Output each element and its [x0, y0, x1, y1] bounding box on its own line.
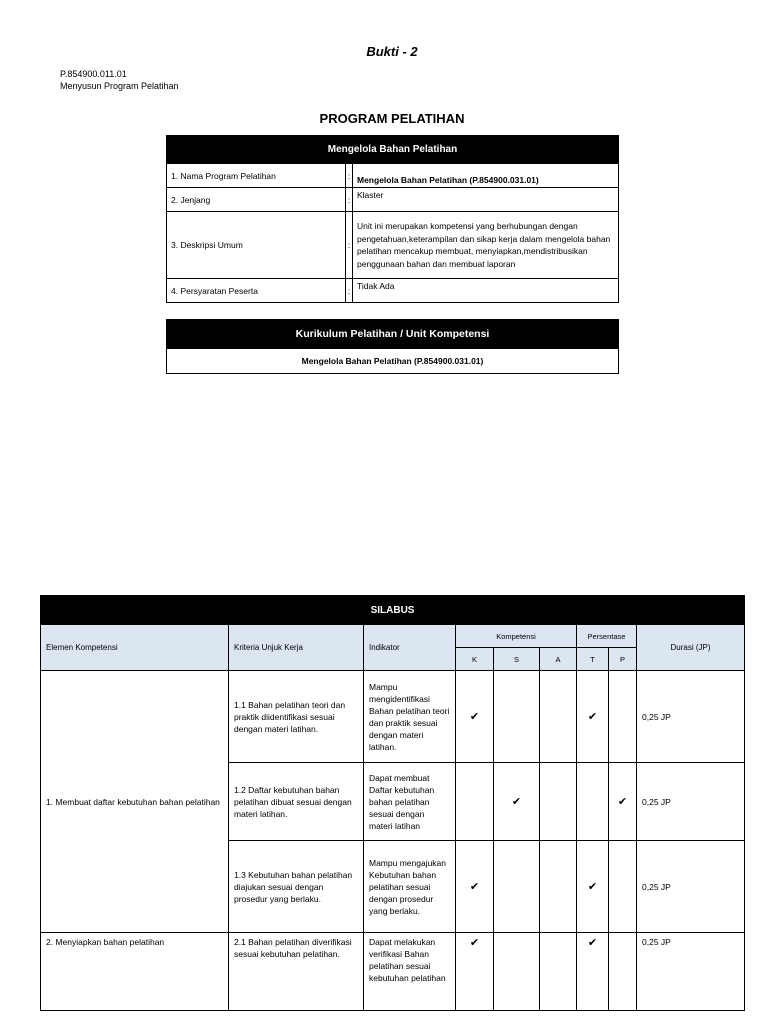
mark-k-1-3: ✔	[456, 841, 494, 933]
info-colon: :	[346, 164, 353, 188]
indikator-1-3: Mampu mengajukan Kebutuhan bahan pelatihan sesuai dengan prosedur yang berlaku.	[364, 841, 456, 933]
silabus-table	[40, 595, 745, 1011]
elemen-2: 2. Menyiapkan bahan pelatihan	[41, 933, 229, 1011]
mark-a-1-3	[540, 841, 577, 933]
mark-p-1-3	[609, 841, 637, 933]
col-p: P	[609, 648, 637, 671]
col-s: S	[494, 648, 540, 671]
mark-t-2-1: ✔	[577, 933, 609, 1011]
col-t: T	[577, 648, 609, 671]
col-elemen: Elemen Kompetensi	[41, 625, 229, 671]
kuk-1-2: 1.2 Daftar kebutuhan bahan pelatihan dibuat sesuai dengan materi latihan.	[229, 763, 364, 841]
info-value-nama: Mengelola Bahan Pelatihan (P.854900.031.01)	[353, 164, 619, 188]
unit-subtitle: Menyusun Program Pelatihan	[60, 81, 179, 91]
info-value-persyaratan: Tidak Ada	[353, 279, 619, 303]
mark-t-1-3: ✔	[577, 841, 609, 933]
col-durasi: Durasi (JP)	[637, 625, 745, 671]
info-label-jenjang: 2. Jenjang	[167, 188, 346, 212]
unit-code: P.854900.011.01	[60, 69, 127, 79]
kurikulum-value: Mengelola Bahan Pelatihan (P.854900.031.01)	[167, 349, 619, 374]
table-row	[41, 933, 745, 1011]
mark-t-1-2	[577, 763, 609, 841]
kurikulum-header: Kurikulum Pelatihan / Unit Kompetensi	[167, 320, 619, 349]
info-colon: :	[346, 188, 353, 212]
mark-p-1-1	[609, 671, 637, 763]
mark-t-1-1: ✔	[577, 671, 609, 763]
indikator-1-1: Mampu mengidentifikasi Bahan pelatihan teori dan praktik sesuai dengan materi latihan.	[364, 671, 456, 763]
bukti-label: Bukti - 2	[366, 44, 418, 59]
program-info-table	[166, 135, 619, 303]
info-label-nama: 1. Nama Program Pelatihan	[167, 164, 346, 188]
indikator-2-1: Dapat melakukan verifikasi Bahan pelatihan sesuai kebutuhan pelatihan	[364, 933, 456, 1011]
mark-s-2-1	[494, 933, 540, 1011]
kuk-1-3: 1.3 Kebutuhan bahan pelatihan diajukan sesuai dengan prosedur yang berlaku.	[229, 841, 364, 933]
info-label-persyaratan: 4. Persyaratan Peserta	[167, 279, 346, 303]
mark-s-1-1	[494, 671, 540, 763]
durasi-1-1: 0,25 JP	[637, 671, 745, 763]
indikator-1-2: Dapat membuat Daftar kebutuhan bahan pelatihan sesuai dengan materi latihan	[364, 763, 456, 841]
mark-a-1-1	[540, 671, 577, 763]
col-a: A	[540, 648, 577, 671]
info-label-deskripsi: 3. Deskripsi Umum	[167, 212, 346, 279]
mark-p-2-1	[609, 933, 637, 1011]
col-indikator: Indikator	[364, 625, 456, 671]
kurikulum-table	[166, 319, 619, 374]
program-info-header: Mengelola Bahan Pelatihan	[167, 136, 619, 164]
kuk-1-1: 1.1 Bahan pelatihan teori dan praktik diidentifikasi sesuai dengan materi latihan.	[229, 671, 364, 763]
info-colon: :	[346, 279, 353, 303]
info-value-deskripsi: Unit ini merupakan kompetensi yang berhubungan dengan pengetahuan,keterampilan dan sikap kerja dalam mengelola bahan pelatihan mencakup membuat, menyiapkan,mendistribusikan penggunaan bahan dan membuat laporan	[353, 212, 619, 279]
kuk-2-1: 2.1 Bahan pelatihan diverifikasi sesuai kebutuhan pelatihan.	[229, 933, 364, 1011]
col-k: K	[456, 648, 494, 671]
mark-k-2-1: ✔	[456, 933, 494, 1011]
mark-k-1-2	[456, 763, 494, 841]
mark-k-1-1: ✔	[456, 671, 494, 763]
col-kompetensi: Kompetensi	[456, 625, 577, 648]
durasi-1-3: 0,25 JP	[637, 841, 745, 933]
durasi-1-2: 0,25 JP	[637, 763, 745, 841]
durasi-2-1: 0,25 JP	[637, 933, 745, 1011]
table-row	[41, 671, 745, 763]
col-persentase: Persentase	[577, 625, 637, 648]
page-title: PROGRAM PELATIHAN	[319, 111, 465, 126]
mark-p-1-2: ✔	[609, 763, 637, 841]
silabus-title: SILABUS	[41, 596, 745, 625]
col-kriteria: Kriteria Unjuk Kerja	[229, 625, 364, 671]
mark-s-1-3	[494, 841, 540, 933]
info-colon: :	[346, 212, 353, 279]
mark-s-1-2: ✔	[494, 763, 540, 841]
info-value-jenjang: Klaster	[353, 188, 619, 212]
elemen-1: 1. Membuat daftar kebutuhan bahan pelatihan	[41, 671, 229, 933]
mark-a-2-1	[540, 933, 577, 1011]
mark-a-1-2	[540, 763, 577, 841]
